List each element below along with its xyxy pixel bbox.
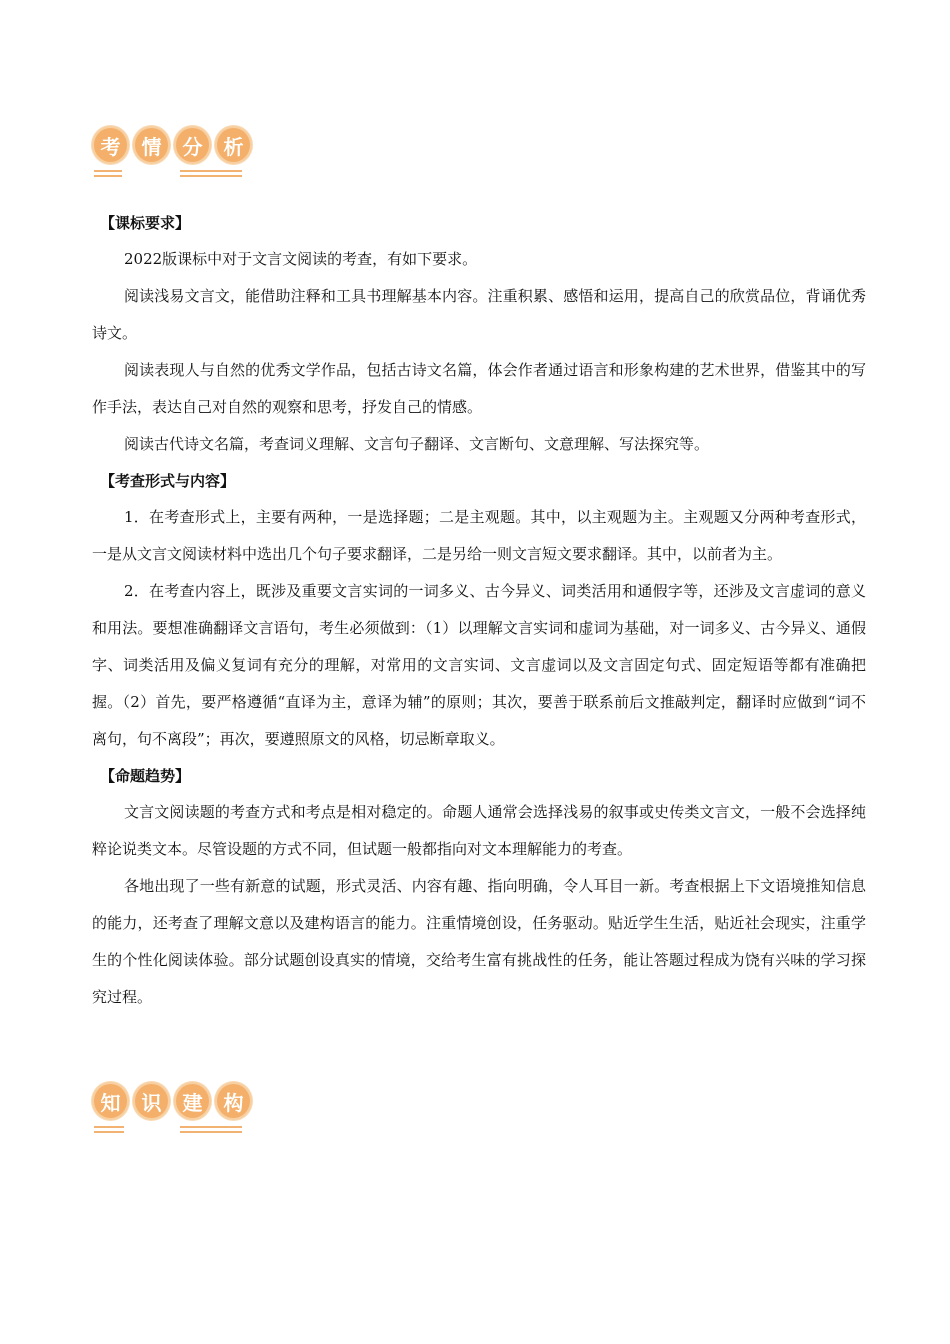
paragraph: 阅读古代诗文名篇，考查词义理解、文言句子翻译、文言断句、文意理解、写法探究等。 [124, 435, 710, 453]
section-heading-trend: 【命题趋势】 [100, 767, 191, 785]
badge-char: 情 [133, 126, 170, 164]
paragraph: 2022版课标中对于文言文阅读的考查，有如下要求。 [124, 250, 478, 268]
badge-char: 析 [215, 126, 252, 164]
paragraph: 阅读表现人与自然的优秀文学作品，包括古诗文名篇，体会作者通过语言和形象构建的艺术世界，借鉴其中的写作手法，表达自己对自然的观察和思考，抒发自己的情感。 [92, 361, 866, 416]
section-heading-standard: 【课标要求】 [100, 214, 191, 232]
badge-char: 考 [92, 126, 129, 164]
badge-char: 知 [92, 1082, 129, 1120]
paragraph: 文言文阅读题的考查方式和考点是相对稳定的。命题人通常会选择浅易的叙事或史传类文言文，一般不会选择纯粹论说类文本。尽管设题的方式不同，但试题一般都指向对文本理解能力的考查。 [92, 803, 866, 858]
section-heading-form: 【考查形式与内容】 [100, 472, 236, 490]
document-body [92, 205, 866, 1016]
badge-char: 建 [174, 1082, 211, 1120]
paragraph: 1．在考查形式上，主要有两种，一是选择题；二是主观题。其中，以主观题为主。主观题又分两种考查形式，一是从文言文阅读材料中选出几个句子要求翻译，二是另给一则文言短文要求翻译。其中，以前者为主。 [92, 508, 866, 563]
badge-char: 分 [174, 126, 211, 164]
paragraph: 各地出现了一些有新意的试题，形式灵活、内容有趣、指向明确，令人耳目一新。考查根据上下文语境推知信息的能力，还考查了理解文意以及建构语言的能力。注重情境创设，任务驱动。贴近学生生活，贴近社会现实，注重学生的个性化阅读体验。部分试题创设真实的情境，交给考生富有挑战性的任务，能让答题过程成为饶有兴味的学习探究过程。 [92, 877, 866, 1006]
paragraph: 阅读浅易文言文，能借助注释和工具书理解基本内容。注重积累、感悟和运用，提高自己的欣赏品位，背诵优秀诗文。 [92, 287, 866, 342]
badge-char: 识 [133, 1082, 170, 1120]
paragraph: 2．在考查内容上，既涉及重要文言实词的一词多义、古今异义、词类活用和通假字等，还涉及文言虚词的意义和用法。要想准确翻译文言语句，考生必须做到：（1）以理解文言实词和虚词为基础，对一词多义、古今异义、通假字、词类活用及偏义复词有充分的理解，对常用的文言实词、文言虚词以及文言固定句式、固定短语等都有准确把握。（2）首先，要严格遵循“直译为主，意译为辅”的原则；其次，要善于联系前后文推敲判定，翻译时应做到“词不离句，句不离段”；再次，要遵照原文的风格，切忌断章取义。 [92, 582, 866, 748]
badge-char: 构 [215, 1082, 252, 1120]
section-badge-analysis [92, 126, 252, 186]
badge-underline [94, 1126, 244, 1134]
section-badge-knowledge [92, 1082, 252, 1142]
badge-underline [94, 170, 244, 178]
